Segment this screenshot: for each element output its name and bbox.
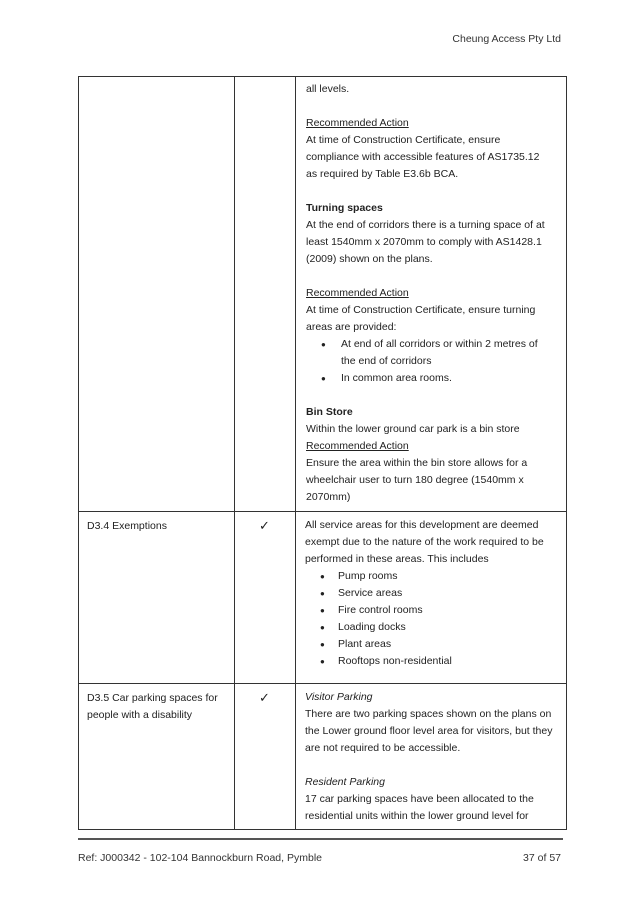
list-item: ● Fire control rooms <box>305 602 560 619</box>
text-line: At time of Construction Certificate, ensure <box>306 134 501 146</box>
clause-label-line: D3.5 Car parking spaces for <box>87 692 218 704</box>
clause-cell <box>79 77 235 512</box>
text-line: 2070mm) <box>306 491 351 503</box>
list-item: ● Plant areas <box>305 636 560 653</box>
list-item-line: ● At end of all corridors or within 2 metres of <box>341 338 538 350</box>
compliance-cell <box>235 77 296 512</box>
clause-cell <box>79 684 235 830</box>
list-item: ● Loading docks <box>305 619 560 636</box>
text-line: All service areas for this development are deemed <box>305 519 539 531</box>
text-line: exempt due to the nature of the work required to be <box>305 536 544 548</box>
compliance-cell <box>235 684 296 830</box>
text-line: areas are provided: <box>306 321 397 333</box>
text-line: At the end of corridors there is a turning space of at <box>306 219 545 231</box>
text-line: At time of Construction Certificate, ensure turning <box>306 304 536 316</box>
comment-cell <box>296 77 567 512</box>
comment-body <box>296 684 566 829</box>
document-reference: Ref: J000342 - 102-104 Bannockburn Road, Pymble <box>78 852 322 864</box>
comment-body <box>296 77 566 510</box>
turning-spaces-heading: Turning spaces <box>306 202 383 214</box>
turning-areas-list <box>306 336 560 387</box>
list-item: ● Pump rooms <box>305 568 560 585</box>
text-line: compliance with accessible features of AS1735.12 <box>306 151 540 163</box>
recommended-action-heading: Recommended Action <box>306 440 409 452</box>
table-row <box>79 77 567 512</box>
recommended-action-heading: Recommended Action <box>306 287 409 299</box>
exempt-areas-list <box>305 568 560 670</box>
list-item-line: ● In common area rooms. <box>341 372 452 384</box>
text-line: Ensure the area within the bin store allows for a <box>306 457 528 469</box>
text-line: least 1540mm x 2070mm to comply with AS1428.1 <box>306 236 542 248</box>
visitor-parking-heading: Visitor Parking <box>305 691 373 703</box>
text-line: wheelchair user to turn 180 degree (1540mm x <box>306 474 524 486</box>
company-name: Cheung Access Pty Ltd <box>452 33 561 45</box>
text-line: (2009) shown on the plans. <box>306 253 433 265</box>
list-item: ● Service areas <box>305 585 560 602</box>
comment-cell <box>296 512 567 684</box>
text-line: performed in these areas. This includes <box>305 553 489 565</box>
clause-label: D3.4 Exemptions <box>87 520 167 532</box>
page-number: 37 of 57 <box>523 852 561 864</box>
compliance-cell <box>235 512 296 684</box>
text-line: the Lower ground floor level area for visitors, but they <box>305 725 553 737</box>
table-row <box>79 512 567 684</box>
text-line: 17 car parking spaces have been allocated to the <box>305 793 534 805</box>
intro-text: all levels. <box>306 83 350 95</box>
checkmark-icon: ✓ <box>259 690 270 705</box>
bin-store-heading: Bin Store <box>306 406 353 418</box>
compliance-table <box>78 76 567 830</box>
comment-cell <box>296 684 567 830</box>
list-item <box>306 370 560 387</box>
clause-label <box>79 684 234 724</box>
text-line: are not required to be accessible. <box>305 742 461 754</box>
recommended-action-heading: Recommended Action <box>306 117 409 129</box>
text-line: Within the lower ground car park is a bin store <box>306 423 520 435</box>
table-row <box>79 684 567 830</box>
comment-body <box>296 512 566 674</box>
list-item-line: the end of corridors <box>341 355 432 367</box>
clause-cell <box>79 512 235 684</box>
list-item: ● Rooftops non-residential <box>305 653 560 670</box>
text-line: as required by Table E3.6b BCA. <box>306 168 459 180</box>
clause-label-line: people with a disability <box>87 709 193 721</box>
resident-parking-heading: Resident Parking <box>305 776 385 788</box>
checkmark-icon: ✓ <box>259 518 270 533</box>
footer-divider <box>78 838 563 840</box>
list-item <box>306 336 560 370</box>
text-line: residential units within the lower ground level for <box>305 810 529 822</box>
text-line: There are two parking spaces shown on the plans on <box>305 708 552 720</box>
